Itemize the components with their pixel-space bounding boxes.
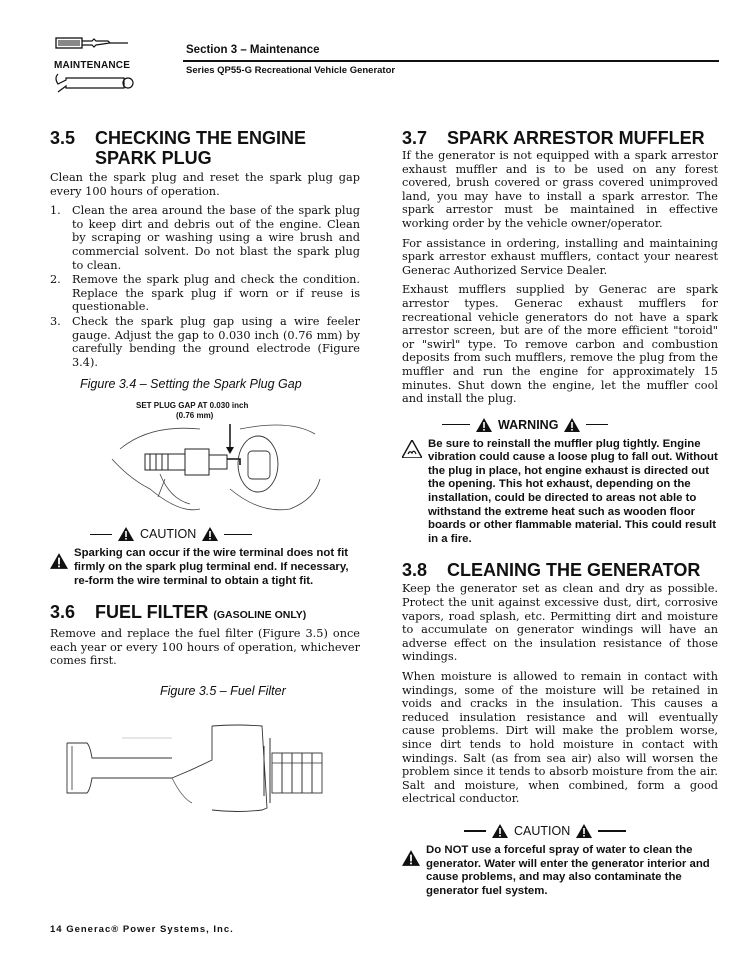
caution-box-spark bbox=[50, 527, 360, 588]
warning-triangle-icon bbox=[50, 553, 68, 569]
warning-triangle-icon bbox=[402, 850, 420, 866]
section-3-6-heading: 3.6 FUEL FILTER (GASOLINE ONLY) bbox=[50, 602, 307, 623]
section-3-8-heading: 3.8 CLEANING THE GENERATOR bbox=[402, 560, 701, 581]
caution-text: Sparking can occur if the wire terminal does not fit firmly on the spark plug terminal end. If necessary, re-form the wire terminal to obtain a tight fit. bbox=[74, 547, 349, 587]
warning-triangle-icon bbox=[492, 824, 508, 838]
section-3-5-heading: 3.5 CHECKING THE ENGINE SPARK PLUG bbox=[50, 128, 307, 168]
section-header: Section 3 – Maintenance bbox=[186, 44, 320, 56]
maintenance-label: MAINTENANCE bbox=[54, 60, 131, 71]
warning-triangle-icon bbox=[576, 824, 592, 838]
section-3-7-p2: For assistance in ordering, installing and maintaining spark arrestor exhaust mufflers, contact your nearest Generac Authorized Service Dealer. bbox=[402, 236, 718, 277]
section-3-8-p2: When moisture is allowed to remain in contact with windings, some of the moisture will be retained in voids and cracks in the insulation. This causes a reduced insulation resistance and will eventually cause problems. Dirt will make the problem worse, since dirt tends to hold moisture in contact with windings. Salt (as from sea air) also will worsen the problem since it tends to absorb moisture from the air. Salt and moisture, when combined, form a good electrical conductor. bbox=[402, 670, 718, 806]
section-3-8-p1: Keep the generator set as clean and dry as possible. Protect the unit against excessive dust, dirt, corrosive vapors, road splash, etc. Permitting dirt and moisture to accumulate on generator windings will have an adverse effect on the insulation resistance of those windings. bbox=[402, 582, 718, 664]
right-column bbox=[402, 128, 718, 898]
section-3-6-text: Remove and replace the fuel filter (Figure 3.5) once each year or every 100 hours of operation, whichever comes first. bbox=[50, 627, 360, 668]
caution-title: CAUTION bbox=[464, 824, 718, 838]
warning-text: Be sure to reinstall the muffler plug tightly. Engine vibration could cause a loose plug to fall out. Without the plug in place, hot engine exhaust is directed out the opening. This hot exhaust, depending on the installation, could be directed to areas not able to withstand the extreme heat such as wooden floor boards or other flammable material. This could result in a fire. bbox=[428, 437, 718, 545]
warning-triangle-icon bbox=[476, 418, 492, 432]
warning-box-muffler bbox=[402, 418, 718, 547]
header-rule bbox=[183, 60, 719, 62]
caution-box-cleaning bbox=[402, 824, 718, 898]
hot-exhaust-warning-icon bbox=[402, 440, 422, 458]
warning-triangle-icon bbox=[202, 527, 218, 541]
list-item: 3. Check the spark plug gap using a wire feeler gauge. Adjust the gap to 0.030 inch (0.76 mm) by carefully bending the ground electrode (Figure 3.4). bbox=[50, 314, 360, 369]
caution-title: CAUTION bbox=[90, 527, 360, 541]
warning-triangle-icon bbox=[118, 527, 134, 541]
warning-triangle-icon bbox=[564, 418, 580, 432]
section-3-7-p3: Exhaust mufflers supplied by Generac are spark arrestor types. Generac exhaust mufflers for recreational vehicle generators do not have a spark arrestor screen, but are of the more efficient "toroid" or "swirl" type. To remove carbon and combustion deposits from such mufflers, remove the plug from the muffler and run the engine for approximately 15 minutes. Shut down the engine, let the muffler cool and install the plug. bbox=[402, 283, 718, 406]
figure-label-gap: SET PLUG GAP AT 0.030 inch bbox=[136, 401, 249, 411]
left-column bbox=[50, 128, 360, 823]
figure-3-4-caption: Figure 3.4 – Setting the Spark Plug Gap bbox=[80, 377, 302, 392]
section-3-5-intro: Clean the spark plug and reset the spark plug gap every 100 hours of operation. bbox=[50, 171, 360, 198]
fuel-filter-illustration bbox=[62, 718, 352, 818]
series-header: Series QP55-G Recreational Vehicle Generator bbox=[186, 65, 396, 76]
figure-label-mm: (0.76 mm) bbox=[176, 411, 214, 421]
list-item: 2. Remove the spark plug and check the condition. Replace the spark plug if worn or if reuse is questionable. bbox=[50, 273, 360, 314]
spark-plug-steps bbox=[50, 204, 360, 369]
caution-text: Do NOT use a forceful spray of water to clean the generator. Water will enter the generator interior and cause problems, and may also contaminate the generator fuel system. bbox=[426, 843, 710, 897]
section-3-7-p1: If the generator is not equipped with a spark arrestor exhaust muffler and is to be used on any forest covered, brush covered or grass covered unimproved land, you may have to install a spark arrestor. The spark arrestor must be maintained in effective working order by the vehicle owner/operator. bbox=[402, 149, 718, 230]
page-footer: 14 Generac® Power Systems, Inc. bbox=[50, 924, 234, 935]
list-item: 1. Clean the area around the base of the spark plug to keep dirt and debris out of the engine. Clean by scraping or washing using a wire brush and commercial solvent. Do not blast the spark plug to clean. bbox=[50, 204, 360, 272]
spark-plug-gap-figure bbox=[50, 399, 360, 519]
warning-title: WARNING bbox=[442, 418, 718, 432]
section-3-7-heading: 3.7 SPARK ARRESTOR MUFFLER bbox=[402, 128, 705, 148]
spark-plug-illustration bbox=[90, 419, 330, 519]
figure-3-5-caption: Figure 3.5 – Fuel Filter bbox=[160, 683, 286, 698]
